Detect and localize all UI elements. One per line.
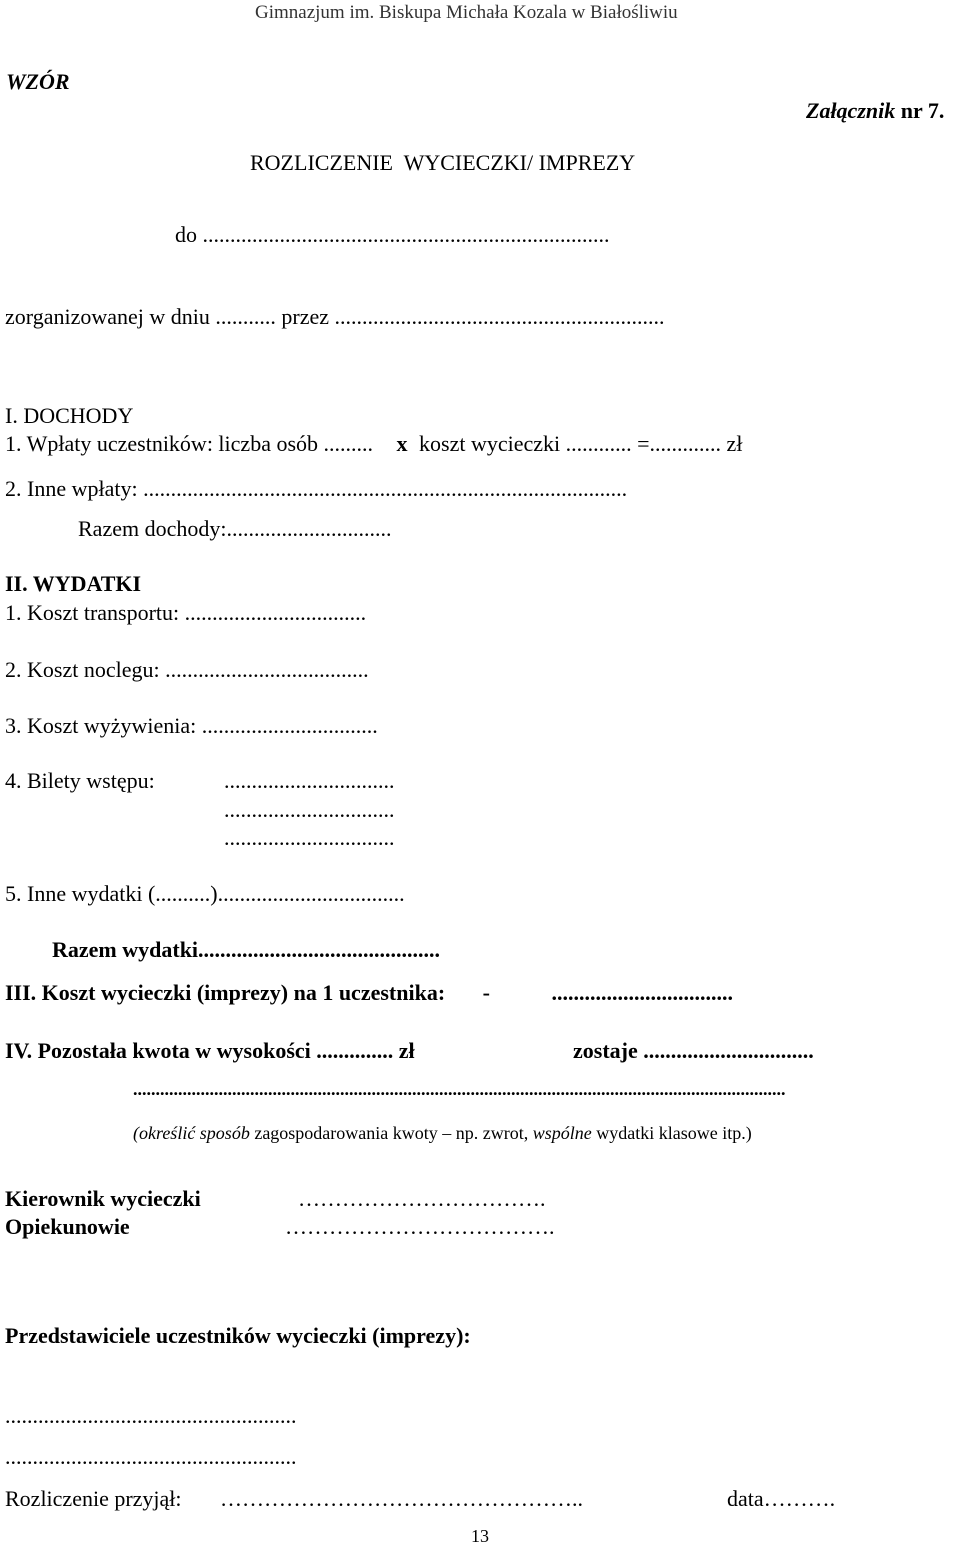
line-do: do .......................................................................... [175,222,610,247]
income-item1-part-a: 1. Wpłaty uczestników: liczba osób ......... [5,431,374,456]
representative-line-1: ..................................................... [5,1403,297,1428]
expense-tickets-dots-2: ............................... [224,797,395,822]
expense-transport: 1. Koszt transportu: ................................. [5,600,367,625]
cost-per-participant-label: III. Koszt wycieczki (imprezy) na 1 uczestnika: [5,980,446,1005]
expense-tickets: 4. Bilety wstępu: [5,768,155,793]
remaining-dots-line: ................................................................................................................................................. [133,1079,786,1099]
representatives-label: Przedstawiciele uczestników wycieczki (imprezy): [5,1323,471,1348]
expense-food: 3. Koszt wyżywienia: ................................ [5,713,378,738]
note-part-b: zagospodarowania kwoty – np. zwrot, [249,1123,533,1143]
remaining-amount: IV. Pozostała kwota w wysokości .............. zł [5,1038,415,1063]
accepted-by-label: Rozliczenie przyjął: [5,1486,182,1511]
page-number: 13 [471,1526,489,1546]
guardians-label: Opiekunowie [5,1214,130,1239]
line-organized: zorganizowanej w dniu ........... przez ............................................................ [5,304,665,329]
annex-label [806,100,944,122]
expense-tickets-dots-3: ............................... [224,825,395,850]
leader-label: Kierownik wycieczki [5,1186,201,1211]
expenses-total: Razem wydatki............................................ [52,937,441,962]
note-part-c: wspólne [532,1123,592,1143]
note-part-d: wydatki klasowe itp.) [591,1123,752,1143]
income-item-participants [5,433,742,455]
cost-dots: ................................. [551,980,733,1005]
template-label: WZÓR [6,69,70,94]
multiply-sign: x [396,431,408,456]
guardians-signature-line: ………………………………. [285,1214,555,1239]
annex-suffix: nr 7. [895,98,945,123]
date-field: data………. [727,1486,836,1511]
expense-other: 5. Inne wydatki (..........).................................. [5,881,405,906]
annex-prefix: Załącznik [806,98,896,123]
school-header: Gimnazjum im. Biskupa Michała Kozala w Białośliwiu [255,2,678,23]
leader-signature-line: ……………………………. [298,1186,546,1211]
expense-tickets-dots-1: ............................... [224,768,395,793]
note-part-a: (określić sposób [133,1123,250,1143]
income-heading: I. DOCHODY [5,403,134,428]
income-item1-part-b: koszt wycieczki ............ =............. zł [419,431,743,456]
remaining-note [133,1124,752,1142]
expense-lodging: 2. Koszt noclegu: ..................................... [5,657,369,682]
income-item-other: 2. Inne wpłaty: ........................................................................................ [5,476,628,501]
expenses-heading: II. WYDATKI [5,571,142,596]
accepted-by-line: ………………………………………….. [220,1486,583,1511]
document-title: ROZLICZENIE WYCIECZKI/ IMPREZY [250,150,636,175]
representative-line-2: ..................................................... [5,1444,297,1469]
remaining-stays: zostaje ............................... [573,1038,814,1063]
income-total: Razem dochody:.............................. [78,516,392,541]
cost-dash: - [482,980,490,1005]
cost-per-participant [5,982,733,1004]
